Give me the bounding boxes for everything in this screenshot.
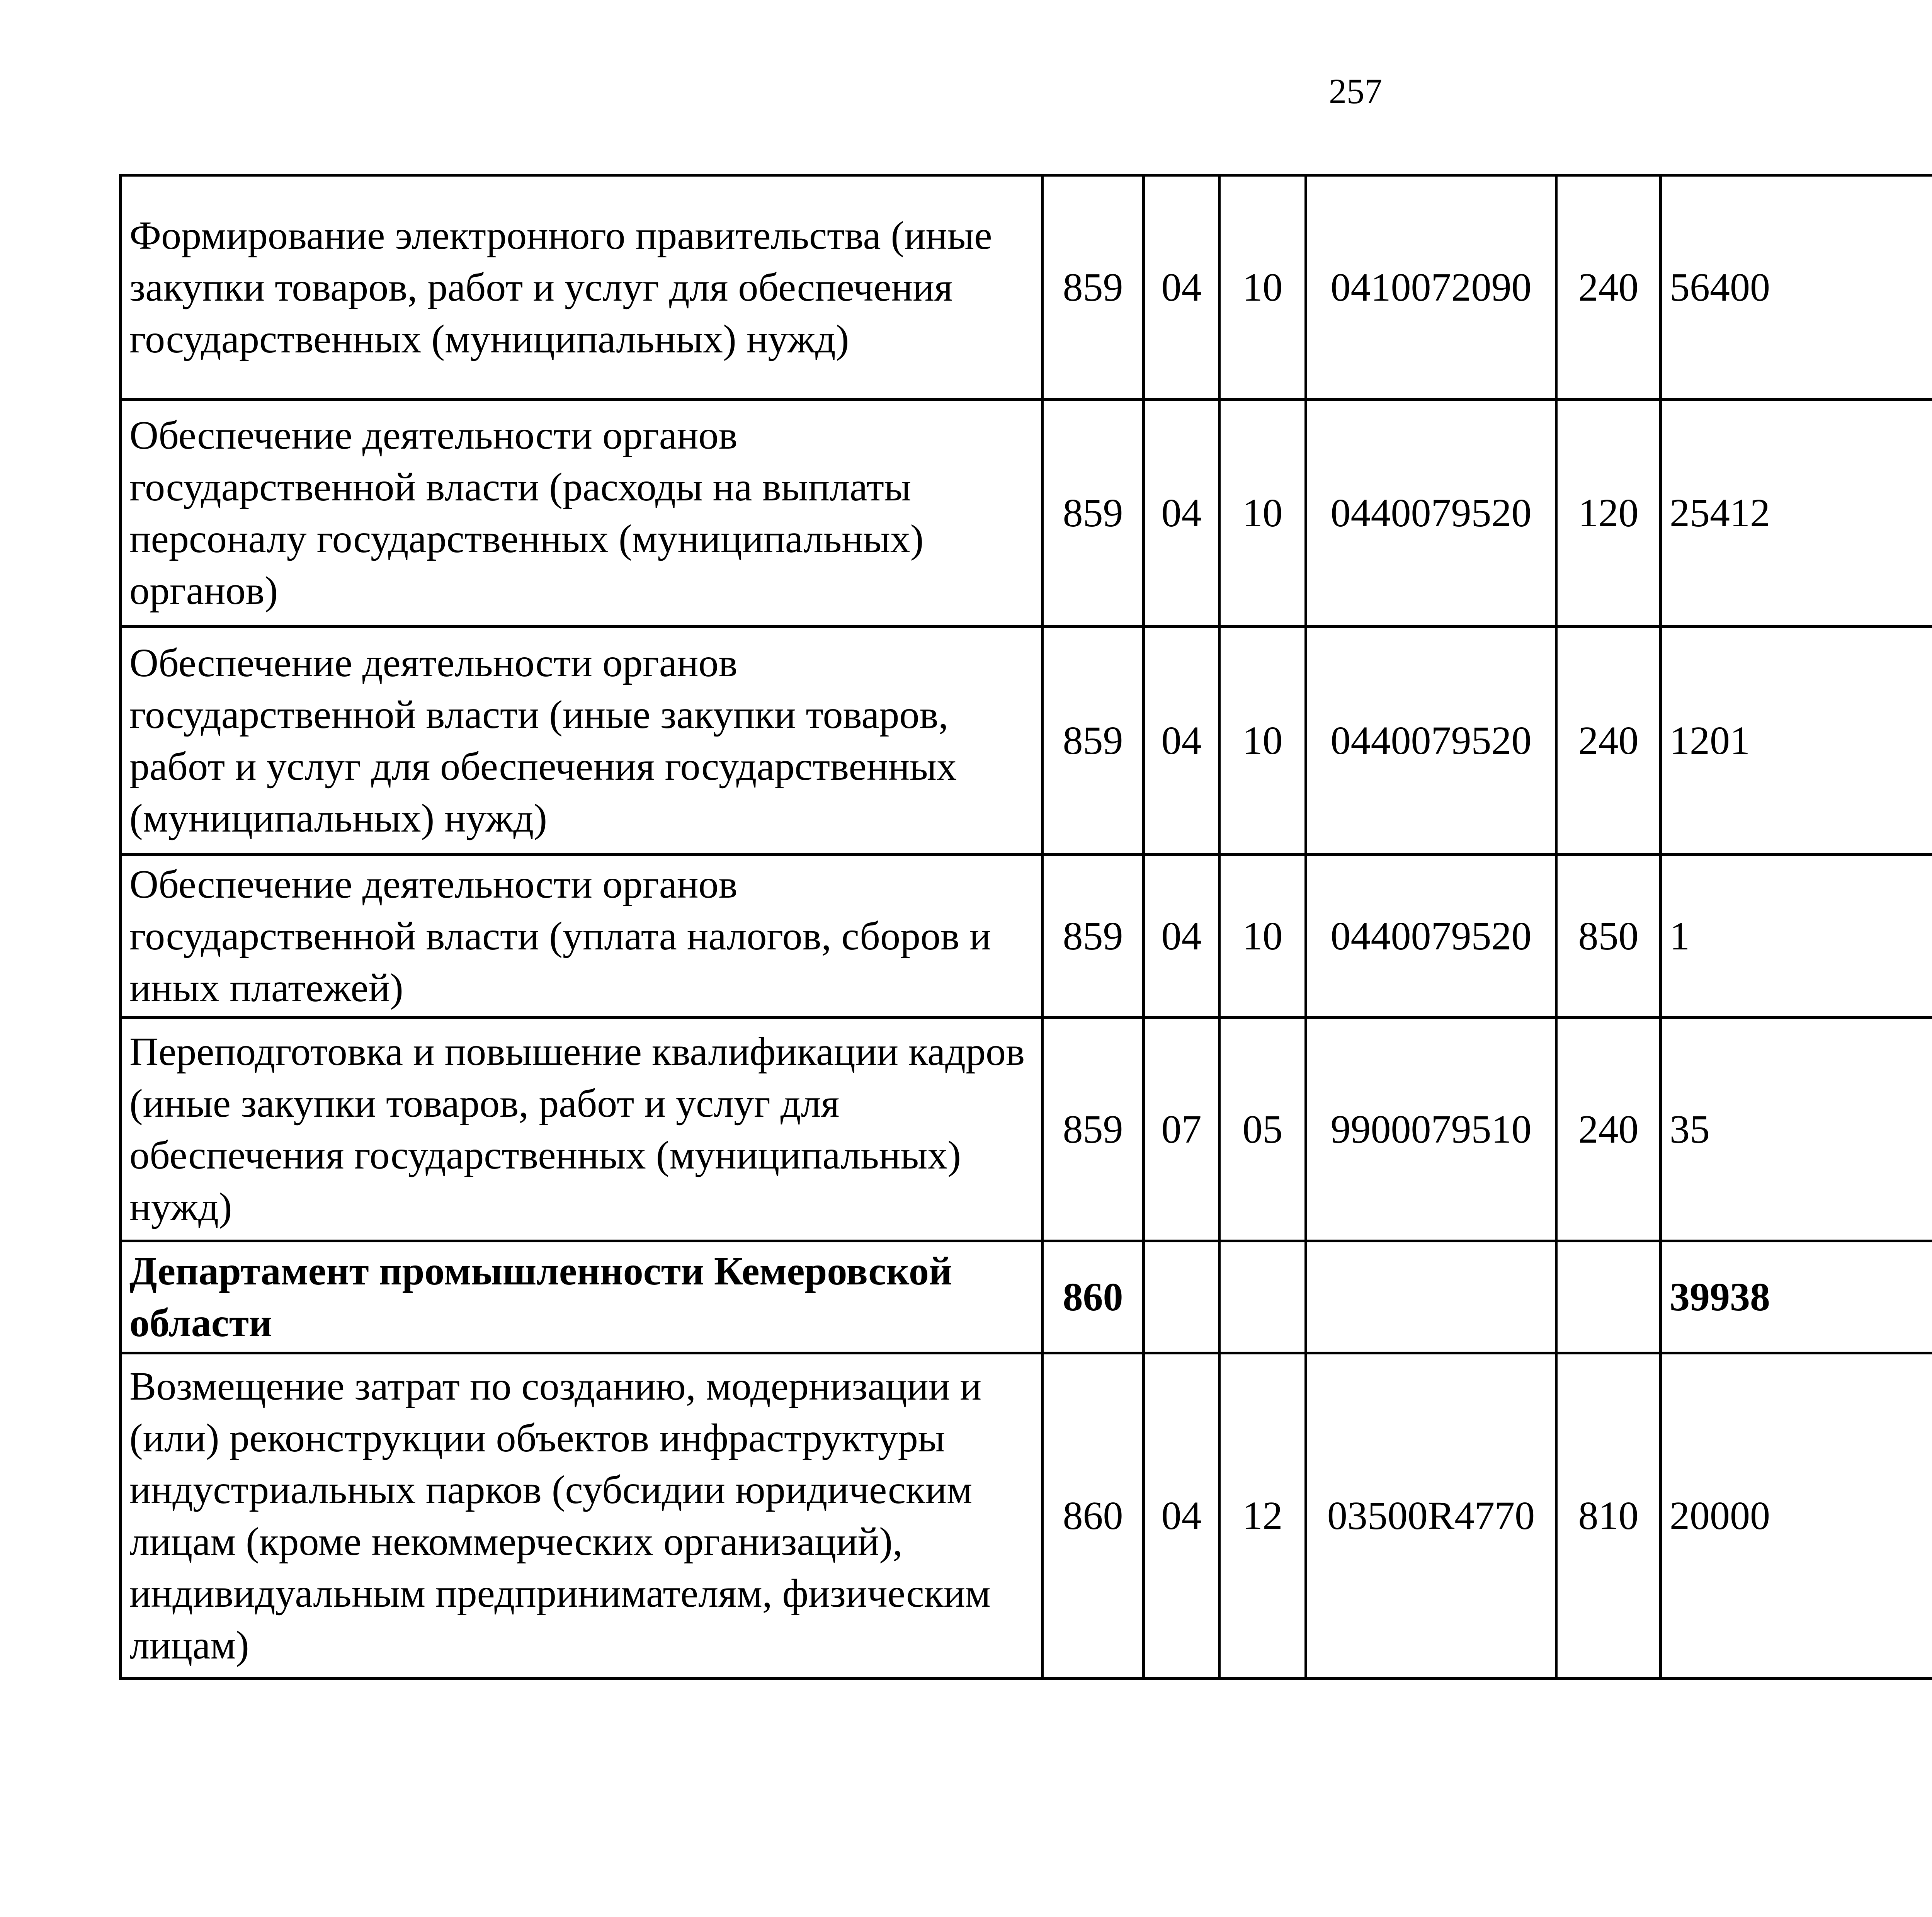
row-description: Возмещение затрат по созданию, модернизации и (или) реконструкции объектов инфраструктуры индустриальных парков (субсидии юридическим лицам (кроме некоммерческих организаций), индивидуальным предпринимателям, физическим лицам) [121,1353,1043,1679]
ministry-code: 859 [1043,1018,1144,1241]
budget-table [119,174,1932,1680]
department-total-row [121,1241,1932,1353]
amount-year-1: 56400 [1661,175,1932,400]
amount-year-1: 1201 [1661,627,1932,855]
table-row [121,400,1932,627]
amount-year-1: 1 [1661,855,1932,1018]
ministry-code: 859 [1043,400,1144,627]
expense-type-code [1556,1241,1661,1353]
expense-type-code: 240 [1556,175,1661,400]
expense-type-code: 240 [1556,1018,1661,1241]
page-number: 257 [1329,71,1382,111]
table-row [121,855,1932,1018]
subsection-code [1219,1241,1306,1353]
ministry-code: 860 [1043,1353,1144,1679]
section-code [1144,1241,1219,1353]
target-article-code: 0410072090 [1306,175,1556,400]
section-code: 04 [1144,400,1219,627]
ministry-code: 859 [1043,627,1144,855]
section-code: 04 [1144,855,1219,1018]
table-row [121,175,1932,400]
amount-year-1: 39938 [1661,1241,1932,1353]
subsection-code: 10 [1219,175,1306,400]
row-description: Формирование электронного правительства (иные закупки товаров, работ и услуг для обеспечения государственных (муниципальных) нужд) [121,175,1043,400]
row-description: Переподготовка и повышение квалификации кадров (иные закупки товаров, работ и услуг для обеспечения государственных (муниципальных) нужд) [121,1018,1043,1241]
ministry-code: 859 [1043,175,1144,400]
ministry-code: 859 [1043,855,1144,1018]
section-code: 04 [1144,1353,1219,1679]
subsection-code: 10 [1219,627,1306,855]
section-code: 04 [1144,627,1219,855]
row-description: Обеспечение деятельности органов государственной власти (иные закупки товаров, работ и услуг для обеспечения государственных (муниципальных) нужд) [121,627,1043,855]
ministry-code: 860 [1043,1241,1144,1353]
table-row [121,1353,1932,1679]
department-name: Департамент промышленности Кемеровской области [121,1241,1043,1353]
table-row [121,1018,1932,1241]
target-article-code: 0440079520 [1306,855,1556,1018]
amount-year-1: 25412 [1661,400,1932,627]
section-code: 07 [1144,1018,1219,1241]
amount-year-1: 35 [1661,1018,1932,1241]
target-article-code [1306,1241,1556,1353]
subsection-code: 10 [1219,855,1306,1018]
expense-type-code: 810 [1556,1353,1661,1679]
row-description: Обеспечение деятельности органов государственной власти (расходы на выплаты персоналу государственных (муниципальных) органов) [121,400,1043,627]
expense-type-code: 850 [1556,855,1661,1018]
subsection-code: 12 [1219,1353,1306,1679]
target-article-code: 03500R4770 [1306,1353,1556,1679]
expense-type-code: 120 [1556,400,1661,627]
target-article-code: 0440079520 [1306,400,1556,627]
table-row [121,627,1932,855]
amount-year-1: 20000 [1661,1353,1932,1679]
subsection-code: 05 [1219,1018,1306,1241]
row-description: Обеспечение деятельности органов государственной власти (уплата налогов, сборов и иных платежей) [121,855,1043,1018]
target-article-code: 9900079510 [1306,1018,1556,1241]
section-code: 04 [1144,175,1219,400]
expense-type-code: 240 [1556,627,1661,855]
target-article-code: 0440079520 [1306,627,1556,855]
subsection-code: 10 [1219,400,1306,627]
